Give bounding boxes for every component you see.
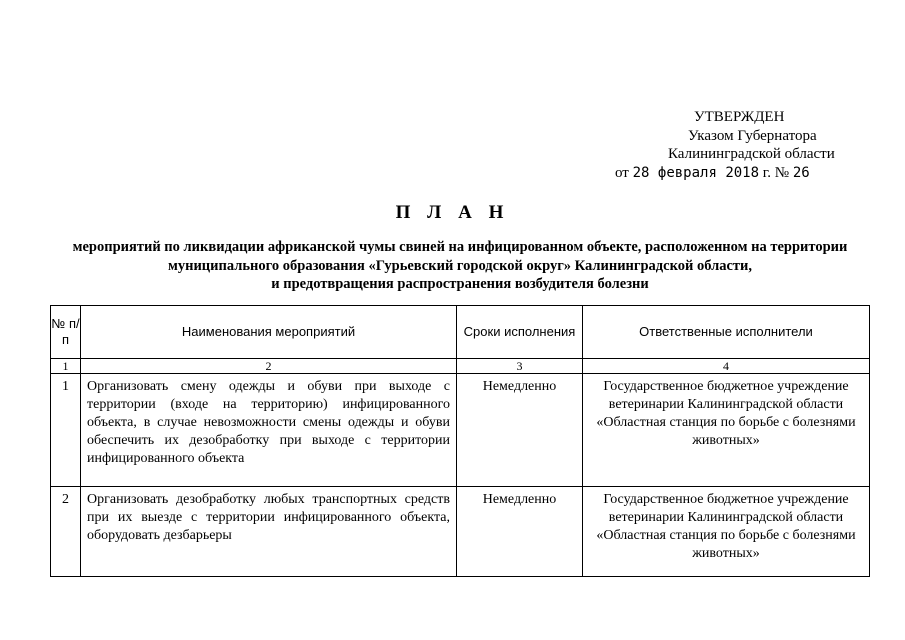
row-executor: Государственное бюджетное учреждение ветеринарии Калининградской области «Областная станция по борьбе с болезнями животных» xyxy=(583,487,870,577)
header-name: Наименования мероприятий xyxy=(81,306,457,359)
row-measure: Организовать смену одежды и обуви при выходе с территории (входе на территорию) инфицированного объекта, в случае невозможности смены одежды и обуви обеспечить их дезобработку при выходе с территории инфицированного объекта xyxy=(81,374,457,487)
col-number-2: 2 xyxy=(81,359,457,374)
subtitle-line-1: мероприятий по ликвидации африканской чумы свиней на инфицированном объекте, расположенном на территории xyxy=(72,239,848,255)
row-term: Немедленно xyxy=(457,487,583,577)
plan-table xyxy=(50,305,870,577)
row-number: 1 xyxy=(51,374,81,487)
date-year-suffix: г. № xyxy=(762,165,790,181)
approval-authority: Указом Губернатора xyxy=(688,128,817,144)
approval-region: Калининградской области xyxy=(668,146,835,162)
header-exec: Ответственные исполнители xyxy=(583,306,870,359)
table-row xyxy=(51,374,870,487)
col-number-4: 4 xyxy=(583,359,870,374)
subtitle-line-3: и предотвращения распространения возбудителя болезни xyxy=(271,276,649,292)
col-number-1: 1 xyxy=(51,359,81,374)
document-title: П Л А Н xyxy=(395,202,510,223)
header-num: № п/п xyxy=(51,306,81,359)
subtitle-line-2: муниципального образования «Гурьевский городской округ» Калининградской области, xyxy=(167,257,753,274)
column-number-row xyxy=(51,359,870,374)
approval-heading: УТВЕРЖДЕН xyxy=(694,109,785,125)
date-prefix: от xyxy=(615,165,629,181)
table-header-row xyxy=(51,306,870,359)
row-measure: Организовать дезобработку любых транспортных средств при их выезде с территории инфицированного объекта, оборудовать дезбарьеры xyxy=(81,487,457,577)
header-term: Сроки исполнения xyxy=(457,306,583,359)
col-number-3: 3 xyxy=(457,359,583,374)
document-subtitle xyxy=(20,238,900,294)
date-value: 28 февраля 2018 xyxy=(632,165,760,181)
row-term: Немедленно xyxy=(457,374,583,487)
approval-date-line xyxy=(615,164,810,183)
decree-number: 26 xyxy=(792,165,810,181)
table-row xyxy=(51,487,870,577)
row-number: 2 xyxy=(51,487,81,577)
row-executor: Государственное бюджетное учреждение ветеринарии Калининградской области «Областная станция по борьбе с болезнями животных» xyxy=(583,374,870,487)
